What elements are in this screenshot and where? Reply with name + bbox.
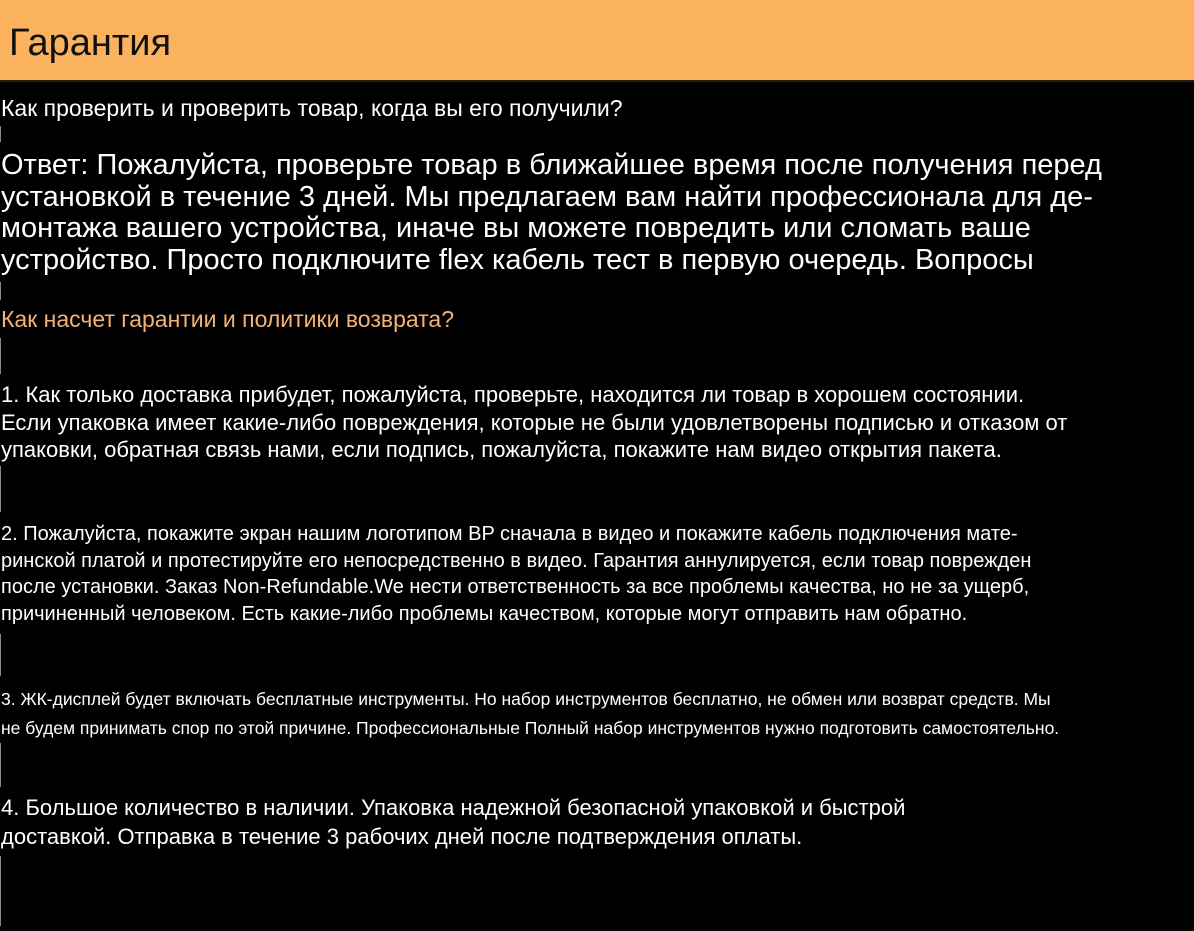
policy-line: 3. ЖК-дисплей будет включать бесплатные инструменты. Но набор инструментов бесплатно, не обмен или возврат средств. Мы [1, 689, 1051, 709]
policy-line: Если упаковка имеет какие-либо повреждения, которые не были удовлетворены подписью и отказом от [1, 409, 1068, 435]
divider-marker [0, 856, 1, 926]
policy-item-3 [1, 685, 1059, 742]
divider-marker [0, 466, 1, 512]
answer-line: установкой в течение 3 дней. Мы предлагаем вам найти профессионала для де- [1, 180, 1093, 213]
divider-marker [0, 743, 1, 787]
divider-marker [0, 126, 1, 142]
policy-line: не будем принимать спор по этой причине. Профессиональные Полный набор инструментов нужно подготовить самостоятельно. [1, 717, 1060, 738]
divider-marker [0, 634, 1, 676]
divider-marker [0, 338, 1, 374]
divider-marker [0, 282, 1, 300]
page-title: Гарантия [9, 22, 172, 64]
faq-question-warranty: Как насчет гарантии и политики возврата? [1, 306, 455, 332]
policy-line: 1. Как только доставка прибудет, пожалуйста, проверьте, находится ли товар в хорошем состоянии. [1, 382, 1025, 407]
policy-item-1 [1, 381, 1067, 464]
policy-line: 4. Большое количество в наличии. Упаковка надежной безопасной упаковкой и быстрой [1, 795, 906, 820]
policy-line: доставкой. Отправка в течение 3 рабочих дней после подтверждения оплаты. [1, 824, 803, 849]
policy-item-4 [1, 793, 905, 851]
policy-line: 2. Пожалуйста, покажите экран нашим логотипом BP сначала в видео и покажите кабель подключения мате- [1, 523, 1018, 545]
policy-line: причиненный человеком. Есть какие-либо проблемы качеством, которые могут отправить нам обратно. [1, 602, 968, 625]
policy-item-2 [1, 521, 1031, 627]
answer-line: устройство. Просто подключите flex кабель тест в первую очередь. Вопросы [1, 243, 1034, 276]
policy-line: после установки. Заказ Non-Refundable.We нести ответственность за все проблемы качества, но не за ущерб, [1, 576, 1030, 598]
answer-line: Ответ: Пожалуйста, проверьте товар в ближайшее время после получения перед [1, 149, 1102, 181]
answer-line: монтажа вашего устройства, иначе вы можете повредить или сломать ваше [1, 212, 1031, 244]
page-header [0, 0, 1194, 82]
faq-question-check-item: Как проверить и проверить товар, когда вы его получили? [1, 95, 623, 121]
policy-line: ринской платой и протестируйте его непосредственно в видео. Гарантия аннулируется, если товар поврежден [1, 549, 1032, 572]
policy-line: упаковки, обратная связь нами, если подпись, пожалуйста, покажите нам видео открытия пакета. [1, 437, 1002, 462]
faq-answer [1, 150, 1102, 276]
